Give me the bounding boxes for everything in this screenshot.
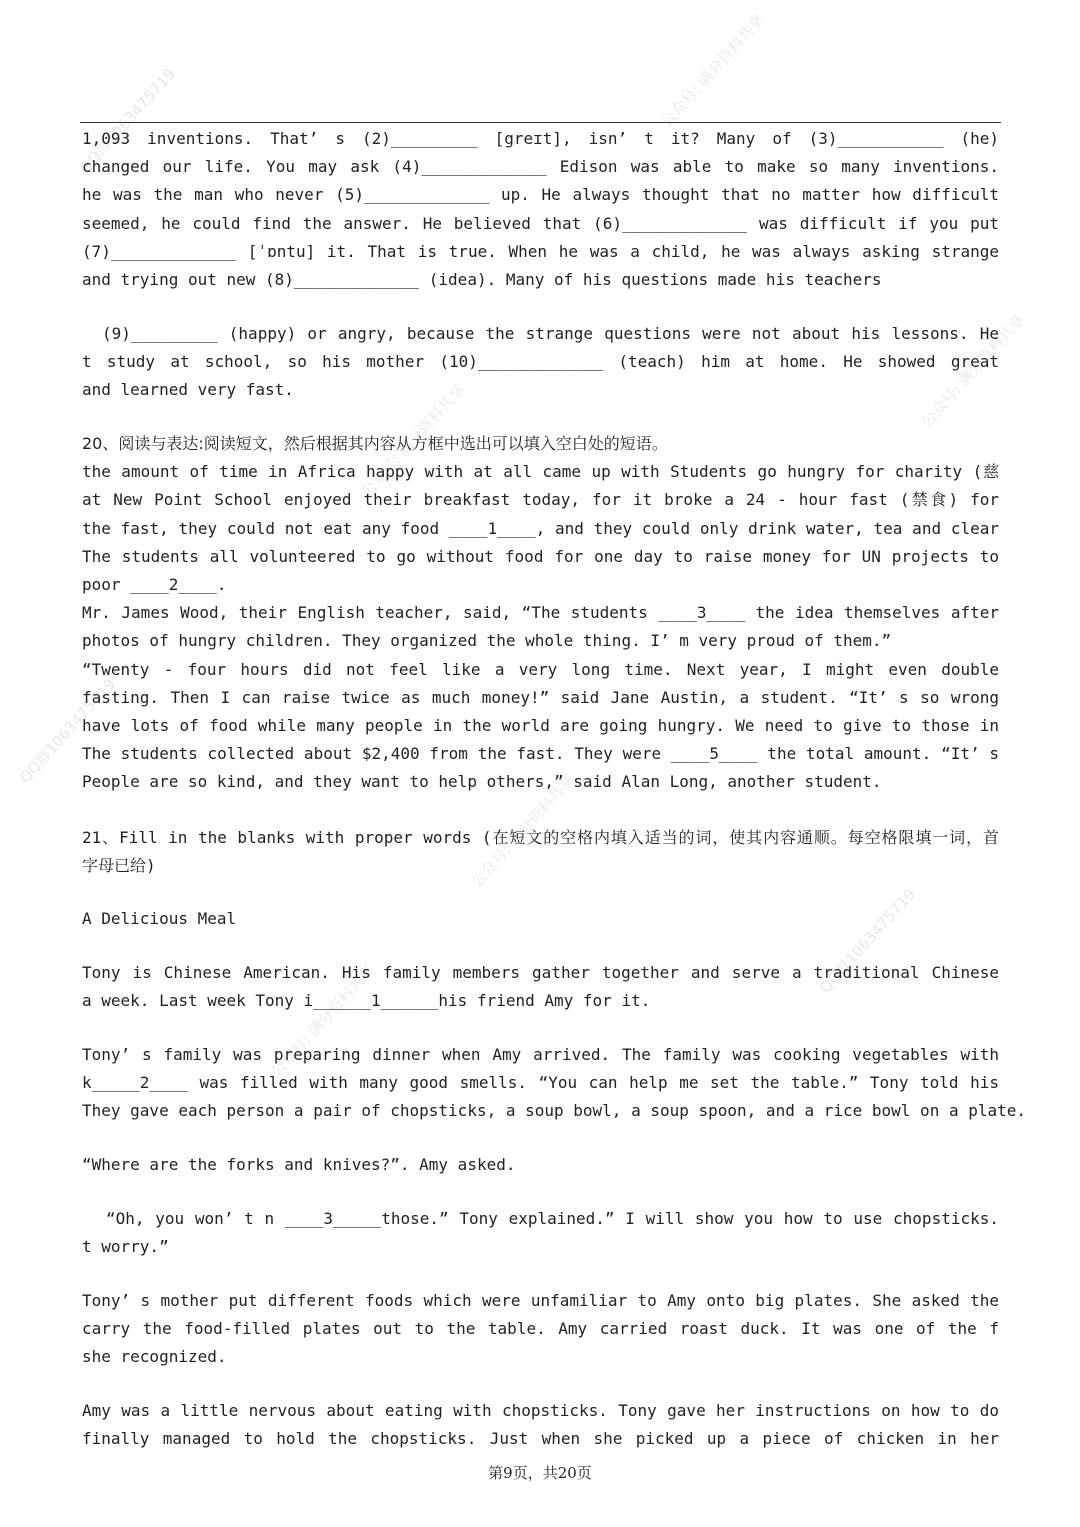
watermark: QQ群1063475719 — [15, 674, 119, 787]
text-line: carry the food-filled plates out to the table. Amy carried roast duck. It was one of the f — [82, 1319, 999, 1339]
text-line: and trying out new (8)_____________ (idea). Many of his questions made his teachers — [82, 269, 882, 289]
text-line: “Oh, you won’ t n ____3_____those.” Tony explained.” I will show you how to use chopsticks. — [106, 1209, 999, 1228]
text-line: photos of hungry children. They organized the whole thing. I’ m very proud of them.” — [82, 631, 892, 651]
watermark: 公众号: 满分资料共享 — [267, 960, 378, 1081]
text-line: t study at school, so his mother (10)_____________ (teach) him at home. He showed great — [82, 352, 999, 372]
question-heading: 20、阅读与表达:阅读短文，然后根据其内容从方框中选出可以填入空白处的短语。 — [82, 434, 668, 453]
watermark: 公众号: 满分资料共享 — [357, 380, 468, 501]
text-line: finally managed to hold the chopsticks. Just when she picked up a piece of chicken in her — [82, 1429, 999, 1449]
text-line: the amount of time in Africa happy with at all came up with Students go hungry for charity (慈 — [82, 462, 999, 482]
text-line: “Twenty - four hours did not feel like a very long time. Next year, I might even double — [82, 659, 999, 679]
page-number: 第9页，共20页 — [488, 1464, 592, 1482]
text-line: 1,093 inventions. That’ s (2)_________ [greɪt], isn’ t it? Many of (3)___________ (he) — [82, 129, 999, 148]
paragraph-3 — [82, 1151, 999, 1179]
text-line: changed our life. You may ask (4)_____________ Edison was able to make so many inventions. — [82, 157, 999, 177]
text-line: 字母已给) — [82, 856, 156, 876]
paragraph-5 — [82, 1287, 999, 1372]
text-line: poor ____2____. — [82, 574, 227, 594]
text-line: k_____2____ was filled with many good smells. “You can help me set the table.” Tony told his — [82, 1073, 999, 1093]
text-line: have lots of food while many people in the world are going hungry. We need to give to those in — [82, 715, 999, 735]
text-line: and learned very fast. — [82, 380, 294, 400]
header-rule — [80, 122, 1001, 123]
text-line: Mr. James Wood, their English teacher, said, “The students ____3____ the idea themselves after — [82, 603, 999, 623]
question-20 — [82, 430, 999, 797]
text-line: fasting. Then I can raise twice as much money!” said Jane Austin, a student. “It’ s so wrong — [82, 687, 999, 707]
passage-title — [82, 905, 999, 933]
question-heading: 21、Fill in the blanks with proper words (在短文的空格内填入适当的词，使其内容通顺。每空格限填一词，首 — [82, 828, 999, 847]
watermark: 公众号: 满分资料共享 — [467, 770, 578, 891]
text-line: the fast, they could not eat any food ____1____, and they could only drink water, tea and clear — [82, 518, 999, 538]
text-line: he was the man who never (5)_____________ up. He always thought that no matter how difficult — [82, 185, 999, 205]
paragraph-2 — [82, 1041, 1027, 1126]
passage-19-part2 — [82, 320, 999, 405]
text-line: People are so kind, and they want to help others,” said Alan Long, another student. — [82, 772, 882, 792]
text-line: Tony’ s family was preparing dinner when Amy arrived. The family was cooking vegetables with — [82, 1045, 999, 1064]
passage-19 — [82, 125, 999, 294]
text-line: The students all volunteered to go without food for one day to raise money for UN projects to — [82, 546, 999, 566]
watermark: 公众号: 满分资料共享 — [917, 310, 1028, 431]
question-21 — [82, 824, 999, 880]
paragraph-1 — [82, 959, 999, 1015]
text-line: Amy was a little nervous about eating with chopsticks. Tony gave her instructions on how to do — [82, 1401, 999, 1420]
paragraph-6 — [82, 1397, 999, 1453]
text-line: They gave each person a pair of chopsticks, a soup bowl, a soup spoon, and a rice bowl on a plate. — [82, 1101, 1027, 1121]
title-line: A Delicious Meal — [82, 909, 237, 928]
text-line: she recognized. — [82, 1347, 227, 1367]
text-line: The students collected about $2,400 from the fast. They were ____5____ the total amount. “It’ s — [82, 744, 999, 764]
text-line: at New Point School enjoyed their breakfast today, for it broke a 24 - hour fast (禁食) for — [82, 490, 999, 510]
text-line: Tony is Chinese American. His family members gather together and serve a traditional Chinese — [82, 963, 999, 982]
text-line: a week. Last week Tony i______1______his friend Amy for it. — [82, 991, 651, 1011]
watermark: 公众号: 满分资料共享 — [657, 10, 768, 131]
text-line: (7)_____________ [ˈɒntu] it. That is true. When he was a child, he was always asking strange — [82, 241, 999, 261]
paragraph-4 — [82, 1205, 999, 1261]
text-line: (9)_________ (happy) or angry, because the strange questions were not about his lessons. He — [102, 324, 999, 343]
text-line: Tony’ s mother put different foods which were unfamiliar to Amy onto big plates. She asked the — [82, 1291, 999, 1310]
text-line: “Where are the forks and knives?”. Amy asked. — [82, 1155, 516, 1174]
text-line: seemed, he could find the answer. He believed that (6)_____________ was difficult if you put — [82, 213, 999, 233]
watermark: QQ群1063475719 — [75, 64, 179, 177]
watermark: QQ群1063475719 — [815, 884, 919, 997]
text-line: t worry.” — [82, 1237, 169, 1257]
